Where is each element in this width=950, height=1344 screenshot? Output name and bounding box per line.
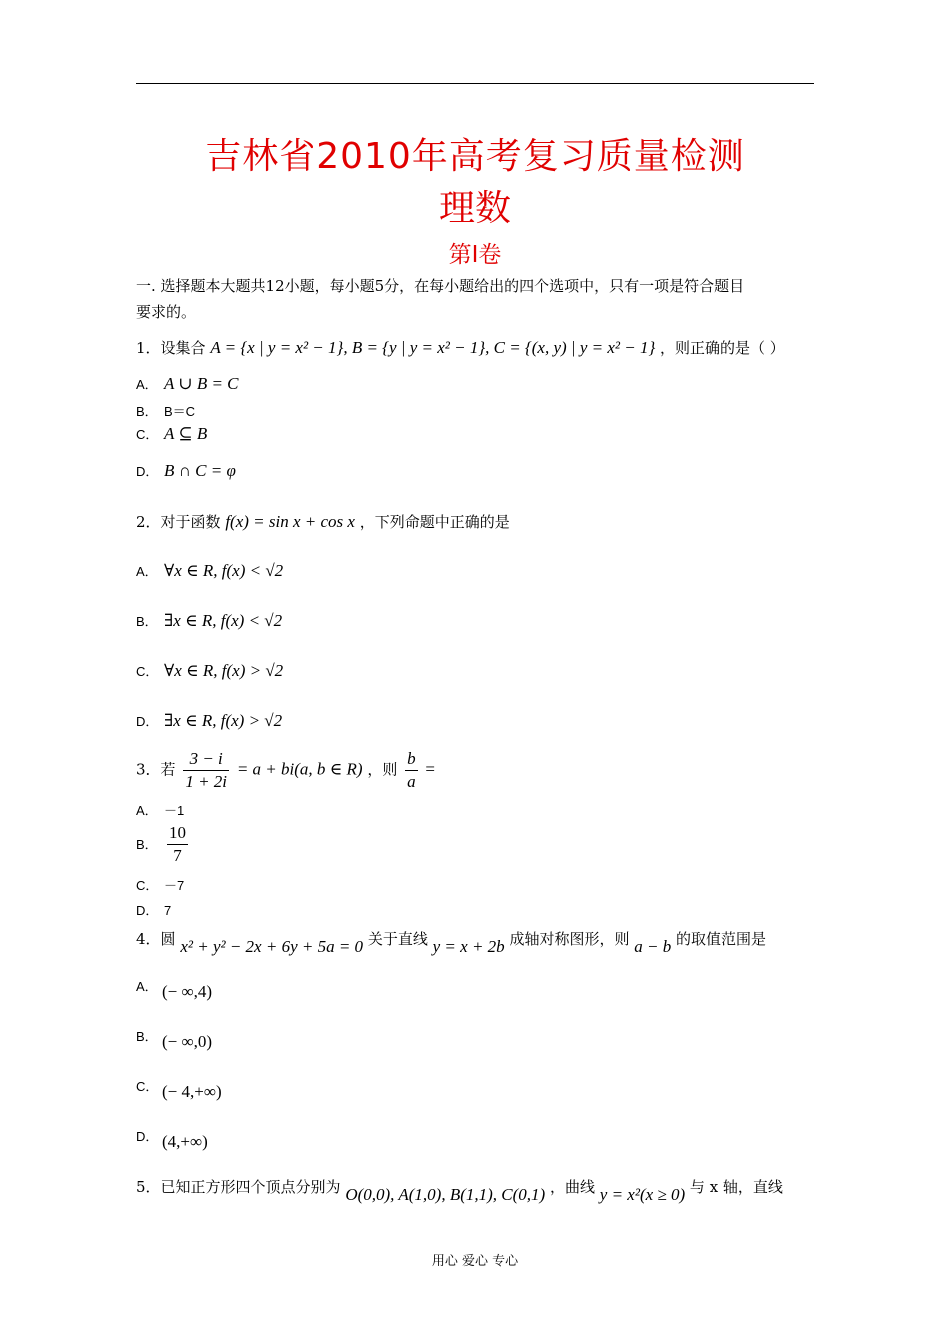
question-1 xyxy=(136,337,785,358)
option-text: (− ∞,4) xyxy=(162,982,213,1001)
q3-option-b xyxy=(136,822,191,867)
option-label: C． xyxy=(136,427,159,442)
fraction-numerator: 10 xyxy=(167,822,188,845)
q1-option-a xyxy=(136,374,239,394)
option-text: (− ∞,0) xyxy=(162,1032,213,1051)
option-text: A ∪ B = C xyxy=(164,374,239,393)
section-title: 第Ⅰ卷 xyxy=(448,242,502,268)
option-label: B． xyxy=(136,614,158,629)
question-4-mid-2: 成轴对称图形，则 xyxy=(509,930,630,948)
question-3-fraction-2 xyxy=(405,748,418,793)
option-text: (− 4,+∞) xyxy=(162,1082,222,1101)
question-2-tail: ，下列命题中正确的是 xyxy=(359,513,510,531)
question-2-expression: f(x) = sin x + cos x xyxy=(225,512,355,531)
option-label: A． xyxy=(136,803,158,818)
option-text: B＝C xyxy=(164,404,196,419)
question-3-equals: = xyxy=(425,759,435,779)
page-footer: 用心 爱心 专心 xyxy=(431,1254,519,1269)
fraction-numerator: 3 − i xyxy=(183,748,229,771)
q1-option-b xyxy=(136,401,195,420)
q2-option-b xyxy=(136,611,282,631)
q4-option-c xyxy=(136,1076,224,1101)
q1-option-c xyxy=(136,424,207,444)
question-2-stem: 2．对于函数 xyxy=(136,513,221,531)
option-text: －1 xyxy=(164,803,185,818)
option-label: D． xyxy=(136,903,159,918)
q2-option-d xyxy=(136,711,282,731)
q3-option-a xyxy=(136,800,192,819)
option-label: B． xyxy=(136,404,158,419)
question-4-stem: 4．圆 xyxy=(136,930,176,948)
option-text: 7 xyxy=(164,903,172,918)
option-text: ∃x ∈ R, f(x) > √2 xyxy=(164,711,283,730)
question-2 xyxy=(136,511,510,532)
question-4-expression: x² + y² − 2x + 6y + 5a = 0 xyxy=(180,937,364,956)
fraction-denominator: 7 xyxy=(173,846,182,865)
q3-option-d xyxy=(136,900,192,919)
question-5-tail: 与 x 轴，直线 xyxy=(689,1178,783,1196)
option-label: B． xyxy=(136,1029,158,1044)
question-3-stem: 3．若 xyxy=(136,760,176,779)
fraction-denominator: 1 + 2i xyxy=(185,772,228,791)
question-4-tail: 的取值范围是 xyxy=(676,930,767,948)
option-label: D． xyxy=(136,1129,159,1144)
intro-line-2: 要求的。 xyxy=(136,303,197,321)
question-5 xyxy=(136,1176,783,1204)
question-5-expression: O(0,0), A(1,0), B(1,1), C(0,1) xyxy=(345,1185,546,1204)
q3-option-c xyxy=(136,875,192,894)
question-4-expression-2: y = x + 2b xyxy=(432,937,505,956)
header-rule xyxy=(136,83,814,84)
question-4-mid-1: 关于直线 xyxy=(367,930,428,948)
option-label: C． xyxy=(136,664,159,679)
question-5-stem: 5．已知正方形四个顶点分别为 xyxy=(136,1178,341,1196)
question-3-fraction xyxy=(183,748,229,793)
q4-option-a xyxy=(136,976,214,1001)
option-label: D． xyxy=(136,714,159,729)
document-title: 吉林省2010年高考复习质量检测 xyxy=(205,136,745,177)
question-4 xyxy=(136,928,767,956)
q2-option-c xyxy=(136,661,283,681)
option-text: A ⊆ B xyxy=(164,424,208,443)
question-3-expression: = a + bi(a, b ∈ R) xyxy=(236,759,363,779)
q4-option-d xyxy=(136,1126,210,1151)
option-text: －7 xyxy=(164,878,185,893)
option-label: C． xyxy=(136,1079,159,1094)
q1-option-d xyxy=(136,461,236,481)
option-text: (4,+∞) xyxy=(162,1132,208,1151)
option-label: A． xyxy=(136,377,158,392)
option-label: A． xyxy=(136,979,158,994)
fraction-numerator: b xyxy=(405,748,418,771)
option-label: B． xyxy=(136,836,158,852)
q4-option-b xyxy=(136,1026,214,1051)
question-4-expression-3: a − b xyxy=(634,937,672,956)
intro-line-1: 一. 选择题本大题共12小题，每小题5分，在每小题给出的四个选项中，只有一项是符合题目 xyxy=(136,277,745,295)
question-1-expression: A = {x | y = x² − 1}, B = {y | y = x² − 1}, C = {(x, y) | y = x² − 1} xyxy=(210,338,656,357)
question-5-expression-2: y = x²(x ≥ 0) xyxy=(599,1185,686,1204)
question-3 xyxy=(136,748,435,793)
option-text: B ∩ C = φ xyxy=(164,461,236,480)
question-3-mid: ，则 xyxy=(367,760,398,779)
question-5-mid: ，曲线 xyxy=(549,1178,595,1196)
option-text: ∀x ∈ R, f(x) < √2 xyxy=(164,561,284,580)
fraction-denominator: a xyxy=(407,772,416,791)
option-label: A． xyxy=(136,564,158,579)
option-label: D． xyxy=(136,464,159,479)
option-text: ∀x ∈ R, f(x) > √2 xyxy=(164,661,284,680)
question-1-stem: 1．设集合 xyxy=(136,339,206,357)
document-subtitle: 理数 xyxy=(438,188,511,229)
q2-option-a xyxy=(136,561,283,581)
option-fraction xyxy=(167,822,188,867)
question-1-tail: ，则正确的是（ ） xyxy=(660,339,785,357)
option-text: ∃x ∈ R, f(x) < √2 xyxy=(164,611,283,630)
option-label: C． xyxy=(136,878,159,893)
